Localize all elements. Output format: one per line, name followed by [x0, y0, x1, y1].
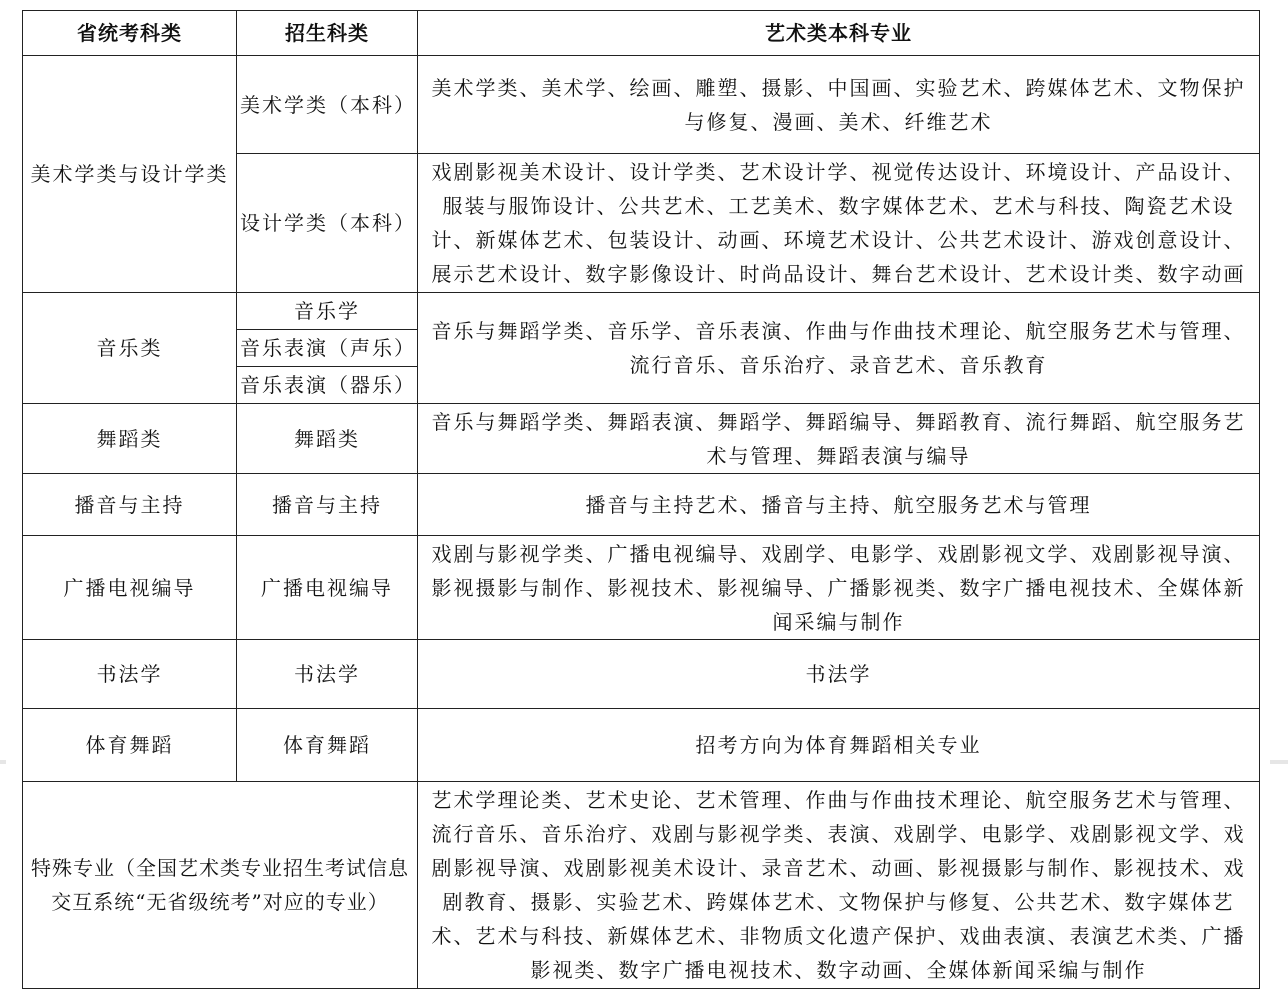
- majors-calligraphy: 书法学: [418, 640, 1260, 709]
- majors-dance: 音乐与舞蹈学类、舞蹈表演、舞蹈学、舞蹈编导、舞蹈教育、流行舞蹈、航空服务艺术与管理、舞蹈表演与编导: [418, 404, 1260, 474]
- table-row: [23, 293, 1260, 330]
- header-enroll-category: 招生科类: [237, 11, 418, 56]
- category-music-vocal: 音乐表演（声乐）: [237, 330, 418, 367]
- category-dance: 舞蹈类: [237, 404, 418, 474]
- province-music: 音乐类: [23, 293, 237, 404]
- province-directing: 广播电视编导: [23, 536, 237, 640]
- majors-design: 戏剧影视美术设计、设计学类、艺术设计学、视觉传达设计、环境设计、产品设计、服装与服饰设计、公共艺术、工艺美术、数字媒体艺术、艺术与科技、陶瓷艺术设计、新媒体艺术、包装设计、动画、环境艺术设计、公共艺术设计、游戏创意设计、展示艺术设计、数字影像设计、时尚品设计、舞台艺术设计、艺术设计类、数字动画: [418, 154, 1260, 293]
- table-row: [23, 536, 1260, 640]
- table-row: [23, 474, 1260, 536]
- art-majors-table: [22, 10, 1260, 989]
- majors-sports-dance: 招考方向为体育舞蹈相关专业: [418, 709, 1260, 782]
- majors-special: 艺术学理论类、艺术史论、艺术管理、作曲与作曲技术理论、航空服务艺术与管理、流行音乐、音乐治疗、戏剧与影视学类、表演、戏剧学、电影学、戏剧影视文学、戏剧影视导演、戏剧影视美术设计、录音艺术、动画、影视摄影与制作、影视技术、戏剧教育、摄影、实验艺术、跨媒体艺术、文物保护与修复、公共艺术、数字媒体艺术、艺术与科技、新媒体艺术、非物质文化遗产保护、戏曲表演、表演艺术类、广播影视类、数字广播电视技术、数字动画、全媒体新闻采编与制作: [418, 782, 1260, 989]
- category-calligraphy: 书法学: [237, 640, 418, 709]
- majors-music: 音乐与舞蹈学类、音乐学、音乐表演、作曲与作曲技术理论、航空服务艺术与管理、流行音乐、音乐治疗、录音艺术、音乐教育: [418, 293, 1260, 404]
- province-calligraphy: 书法学: [23, 640, 237, 709]
- category-design: 设计学类（本科）: [237, 154, 418, 293]
- header-row: [23, 11, 1260, 56]
- province-broadcasting: 播音与主持: [23, 474, 237, 536]
- table-row: [23, 709, 1260, 782]
- page-edge-mark-left: [0, 760, 6, 764]
- category-directing: 广播电视编导: [237, 536, 418, 640]
- province-fine-art-design: 美术学类与设计学类: [23, 56, 237, 293]
- majors-broadcasting: 播音与主持艺术、播音与主持、航空服务艺术与管理: [418, 474, 1260, 536]
- table-row: [23, 56, 1260, 154]
- category-broadcasting: 播音与主持: [237, 474, 418, 536]
- category-music-instrumental: 音乐表演（器乐）: [237, 367, 418, 404]
- majors-directing: 戏剧与影视学类、广播电视编导、戏剧学、电影学、戏剧影视文学、戏剧影视导演、影视摄影与制作、影视技术、影视编导、广播影视类、数字广播电视技术、全媒体新闻采编与制作: [418, 536, 1260, 640]
- province-special: 特殊专业（全国艺术类专业招生考试信息交互系统“无省级统考”对应的专业）: [23, 782, 418, 989]
- table-row: [23, 640, 1260, 709]
- province-sports-dance: 体育舞蹈: [23, 709, 237, 782]
- province-dance: 舞蹈类: [23, 404, 237, 474]
- page-edge-mark-right: [1270, 760, 1288, 764]
- category-fine-art: 美术学类（本科）: [237, 56, 418, 154]
- header-province-exam: 省统考科类: [23, 11, 237, 56]
- category-sports-dance: 体育舞蹈: [237, 709, 418, 782]
- majors-fine-art: 美术学类、美术学、绘画、雕塑、摄影、中国画、实验艺术、跨媒体艺术、文物保护与修复、漫画、美术、纤维艺术: [418, 56, 1260, 154]
- header-art-majors: 艺术类本科专业: [418, 11, 1260, 56]
- category-music-studies: 音乐学: [237, 293, 418, 330]
- table-row: [23, 782, 1260, 989]
- table-row: [23, 404, 1260, 474]
